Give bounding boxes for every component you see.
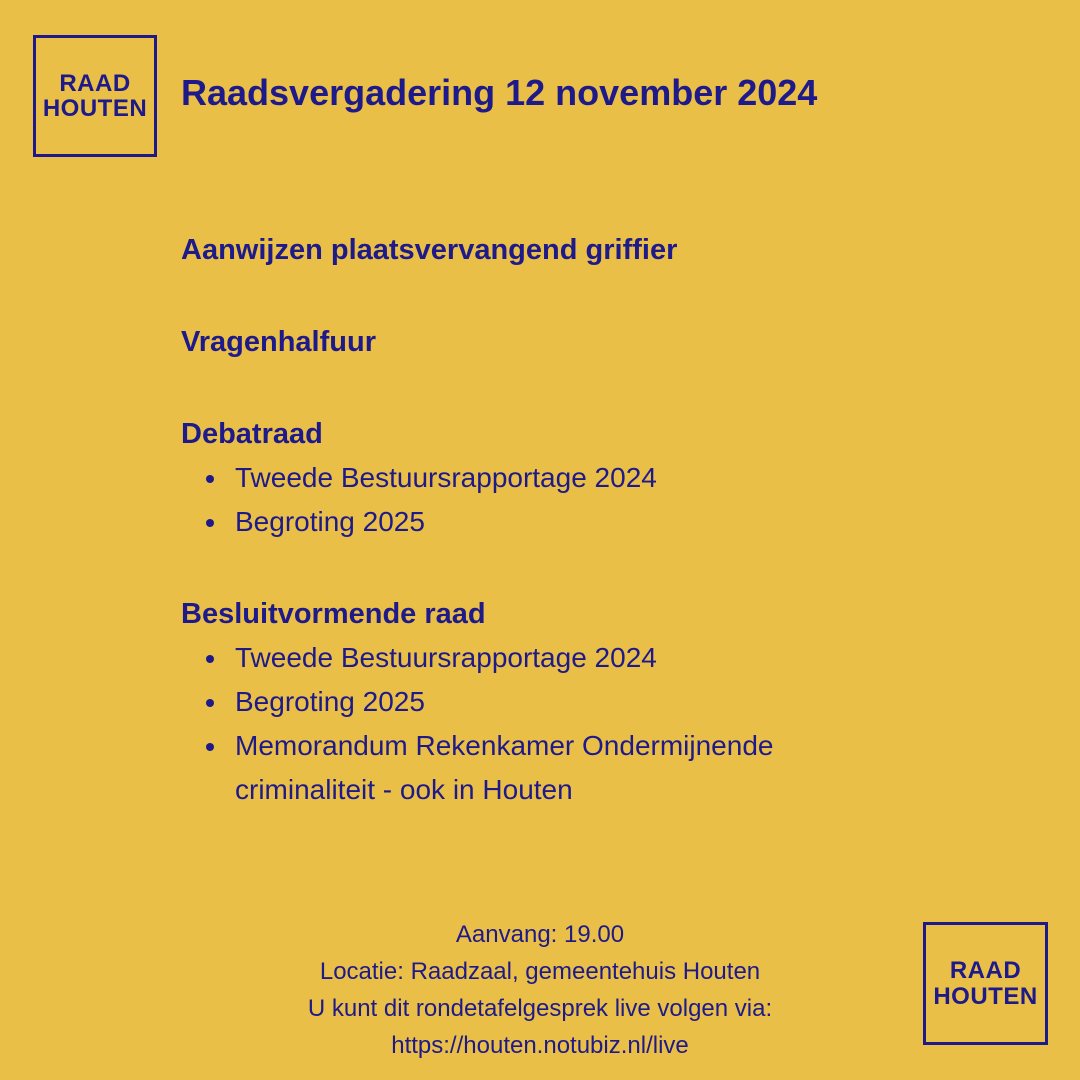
agenda-item-griffier: Aanwijzen plaatsvervangend griffier	[181, 234, 678, 266]
list-item: Begroting 2025	[203, 680, 1041, 724]
logo-line-1: RAAD	[949, 957, 1022, 985]
list-item: Begroting 2025	[203, 500, 1041, 544]
list-item: Memorandum Rekenkamer Ondermijnende criminaliteit - ook in Houten	[203, 724, 875, 812]
live-stream-text: U kunt dit rondetafelgesprek live volgen via:	[307, 995, 773, 1022]
agenda	[181, 228, 1041, 812]
list-item: Tweede Bestuursrapportage 2024	[203, 636, 1041, 680]
list-item: Tweede Bestuursrapportage 2024	[203, 456, 1041, 500]
agenda-heading-besluitvormende-raad: Besluitvormende raad	[181, 598, 486, 630]
agenda-item-vragenhalfuur: Vragenhalfuur	[181, 326, 376, 358]
logo-line-2: HOUTEN	[42, 95, 148, 122]
besluitvormende-raad-list	[181, 636, 1041, 812]
page-title: Raadsvergadering 12 november 2024	[181, 72, 818, 113]
debatraad-list	[181, 456, 1041, 544]
meeting-info	[240, 916, 840, 1064]
raad-houten-logo	[33, 35, 157, 157]
raad-houten-logo-bottom	[923, 922, 1048, 1045]
start-time: Aanvang: 19.00	[455, 921, 625, 948]
live-stream-link[interactable]: https://houten.notubiz.nl/live	[391, 1032, 689, 1059]
agenda-heading-debatraad: Debatraad	[181, 418, 323, 450]
logo-line-2: HOUTEN	[933, 982, 1038, 1010]
logo-line-1: RAAD	[59, 69, 131, 97]
location: Locatie: Raadzaal, gemeentehuis Houten	[319, 958, 761, 985]
